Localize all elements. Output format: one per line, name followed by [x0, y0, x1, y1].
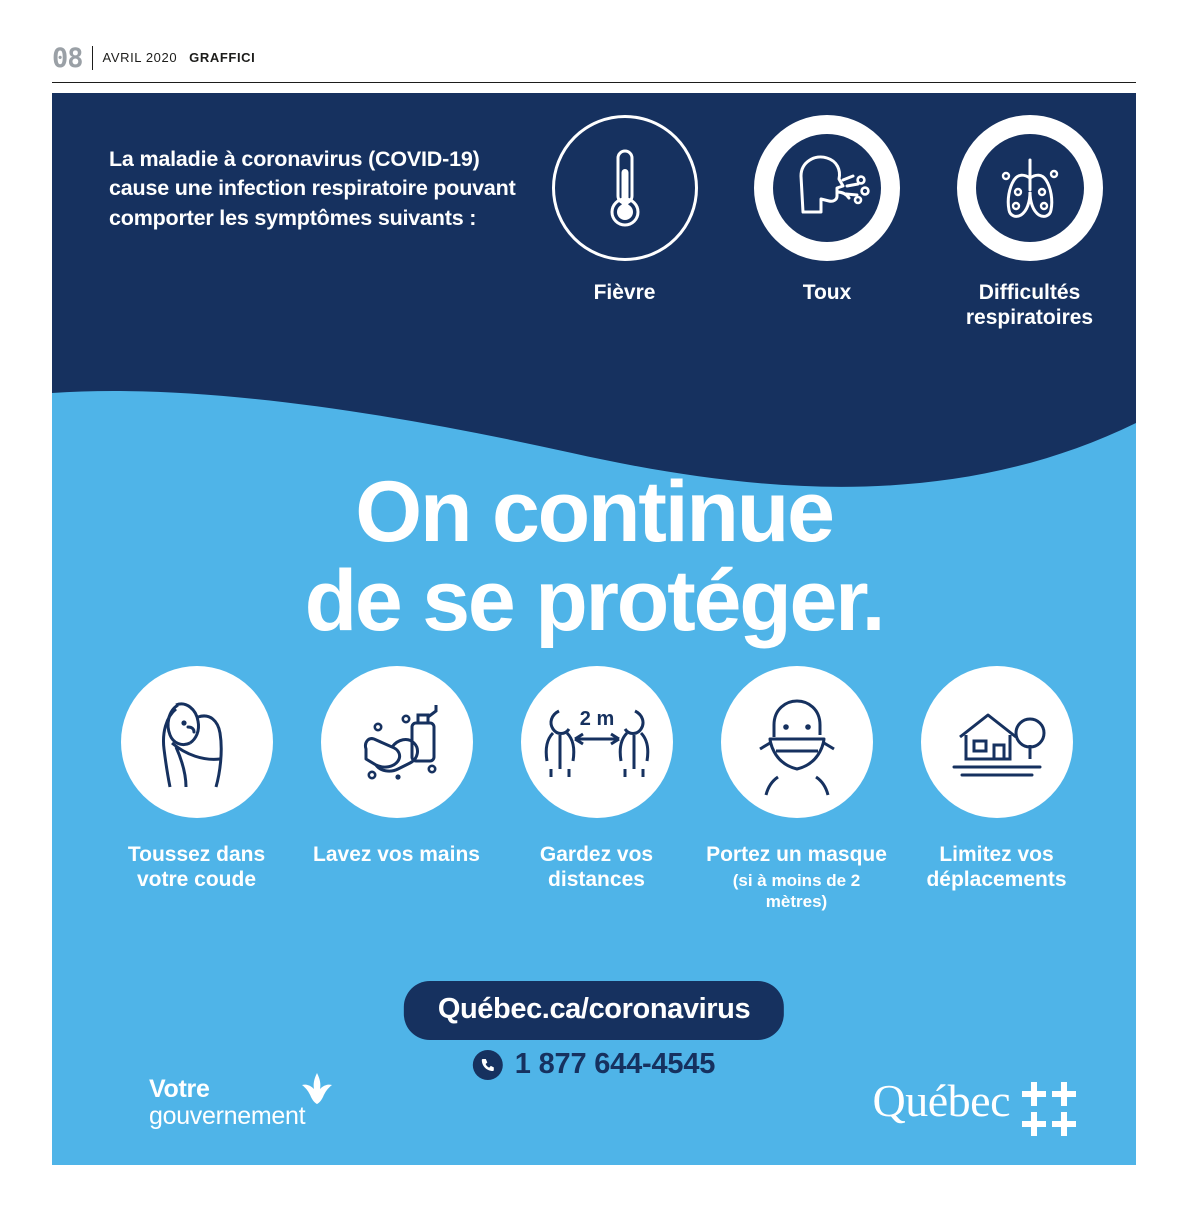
headline-line-2: de se protéger.: [304, 552, 884, 649]
symptom-label: Toux: [802, 281, 852, 304]
symptom-item-fever: [532, 115, 717, 330]
quebec-wordmark: Québec: [872, 1075, 1010, 1126]
cough-into-elbow-icon: [121, 666, 273, 818]
phone-row[interactable]: [473, 1048, 715, 1081]
website-button[interactable]: Québec.ca/coronavirus: [404, 981, 784, 1040]
phone-icon: [473, 1050, 503, 1080]
signature-line-1: Votre: [149, 1075, 210, 1103]
face-mask-icon: [721, 666, 873, 818]
quebec-government-logo: [872, 1075, 1076, 1136]
measure-label: Limitez vos déplacements: [926, 843, 1067, 892]
symptom-item-cough: [735, 115, 920, 330]
measure-item-cough-elbow: [104, 666, 289, 912]
wash-hands-icon: [321, 666, 473, 818]
measures-row: [104, 666, 1089, 912]
svg-text:2 m: 2 m: [579, 708, 614, 730]
flag-cell: [1022, 1082, 1046, 1106]
signature-line-2: gouvernement: [149, 1102, 306, 1130]
publication-name: GRAFFICI: [189, 50, 256, 65]
lungs-icon: [957, 115, 1103, 261]
issue-date: AVRIL 2020: [102, 50, 178, 65]
page-header: [52, 44, 1136, 83]
measure-item-stay-home: [904, 666, 1089, 912]
measure-item-wash-hands: [304, 666, 489, 912]
thermometer-icon: [552, 115, 698, 261]
headline-line-1: On continue: [355, 464, 833, 560]
poster-headline: [52, 464, 1136, 649]
distancing-2m-icon: [521, 666, 673, 818]
covid-poster: [52, 93, 1136, 1165]
header-divider: [92, 46, 93, 70]
measure-label: Toussez dans votre coude: [127, 843, 266, 892]
flag-cell: [1022, 1112, 1046, 1136]
measure-sublabel: (si à moins de 2 mètres): [732, 871, 861, 911]
coughing-head-icon: [754, 115, 900, 261]
measure-label: Portez un masque: [706, 843, 887, 866]
phone-number: 1 877 644-4545: [514, 1048, 716, 1080]
quebec-flag-icon: [1022, 1082, 1076, 1136]
stay-home-icon: [921, 666, 1073, 818]
symptom-item-breathing: [937, 115, 1122, 330]
measure-label: Gardez vos distances: [539, 843, 654, 892]
intro-paragraph: La maladie à coronavirus (COVID-19) cause une infection respiratoire pouvant comporter les symptômes suivants :: [109, 147, 516, 230]
symptom-label: Difficultés respiratoires: [965, 281, 1094, 330]
symptom-label: Fièvre: [593, 281, 656, 304]
measure-item-mask: [704, 666, 889, 912]
symptoms-row: [532, 115, 1122, 330]
votre-gouvernement-signature: [149, 1076, 305, 1130]
page-number: 08: [52, 43, 83, 74]
measure-item-distance: [504, 666, 689, 912]
fleur-de-lys-icon: [300, 1073, 334, 1111]
flag-cell: [1052, 1112, 1076, 1136]
flag-cell: [1052, 1082, 1076, 1106]
measure-label: Lavez vos mains: [313, 843, 480, 866]
